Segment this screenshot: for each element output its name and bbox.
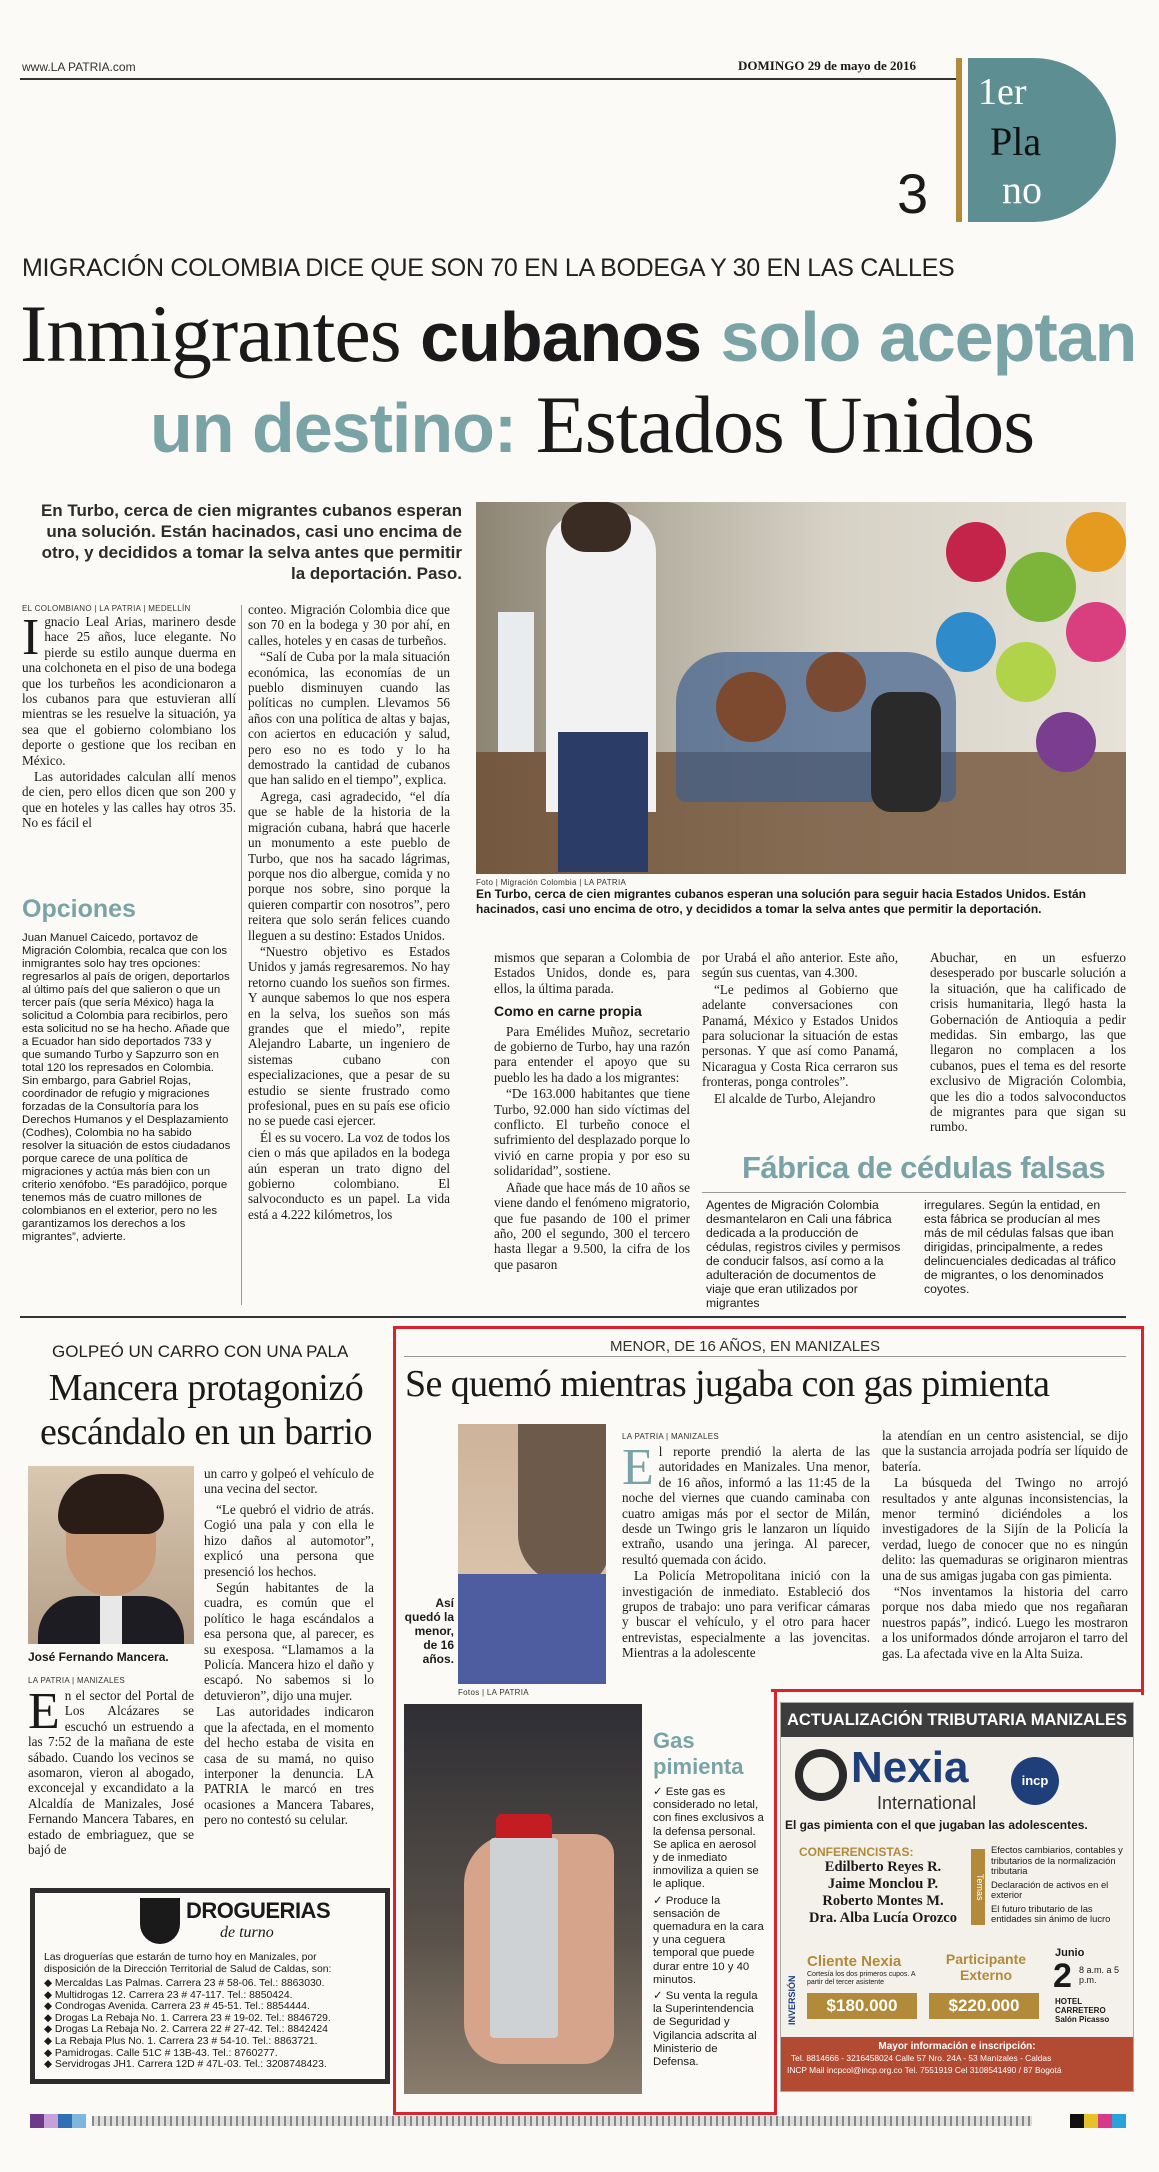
droguerias-intro: Las droguerías que estarán de turno hoy en Manizales, por disposición de la Dirección Territorial de Salud de Caldas, son:	[44, 1952, 332, 1975]
gas-kicker-rule	[404, 1356, 1126, 1357]
main-photo-caption: En Turbo, cerca de cien migrantes cubanos esperan una solución para seguir hacia Estados Unidos. Están hacinados, casi uno encima de otro, y decididos a tomar la selva antes que permitir la deportación.	[476, 887, 1086, 916]
list-item: ◆ Condrogas Avenida. Carrera 23 # 45-51. Tel.: 8854444.	[44, 2001, 310, 2013]
header-rule	[20, 78, 958, 80]
mancera-headline: Mancera protagonizó escándalo en un barrio	[40, 1367, 372, 1453]
gas-col-2: la atendían en un centro asistencial, se dijo que la sustancia arrojada podría ser líquido de batería. La búsqueda del Twingo no arrojó resultados y ante algunas inconsistencias, la menor terminó diciéndoles a los investigadores de la Sijín de la Policía la verdad, luego de conocer que no es ningún delito: las quemaduras se originaron mientras una de sus amigas jugaba con gas pimienta. “Nos inventamos la historia del carro porque nos daba miedo que nos regañaran nuestros papás”, indicó. Luego les mostraron a los uniformados dónde arrojaron el tarro del gas. La afectada vive en la Alta Suiza.	[882, 1428, 1128, 1661]
ad-price1-label: Cliente Nexia	[807, 1953, 902, 1970]
ad-price2: $220.000	[929, 1993, 1039, 2019]
gas-headline: Se quemó mientras jugaba con gas pimienta	[405, 1363, 1050, 1405]
ad-temas: Efectos cambiarios, contables y tributarios de la normalización tributaria Declaración de activos en el exterior El futuro tributario de las entidades sin ánimo de lucro	[991, 1844, 1123, 1924]
col-divider	[241, 605, 242, 1305]
issue-date: DOMINGO 29 de mayo de 2016	[738, 58, 917, 73]
list-item: ◆ Multidrogas 12. Carrera 23 # 47-117. Tel.: 8850424.	[44, 1989, 293, 2001]
nexia-logo-icon	[795, 1749, 847, 1801]
burn-photo-caption: Así quedó la menor, de 16 años.	[404, 1596, 454, 1666]
list-item: ✓ Produce la sensación de quemadura en la cara y una ceguera temporal que puede durar entre 10 y 40 minutos.	[653, 1894, 764, 1986]
gas-kicker: MENOR, DE 16 AÑOS, EN MANIZALES	[610, 1338, 881, 1355]
mancera-col-1: En el sector del Portal de Los Alcázares se escuchó un estruendo a las 7:52 de la mañana de este sábado. Cuando los vecinos se asomaron, vieron al abogado, exconcejal y excandidato a la Alcaldía de Manizales, José Fernando Mancera Tabares, en estado de embriaguez, que se bajó de	[28, 1683, 194, 1858]
section-logo: 1er Pla no	[956, 58, 1116, 222]
cedulas-title: Fábrica de cédulas falsas	[742, 1150, 1106, 1185]
mancera-byline: LA PATRIA | MANIZALES	[28, 1676, 125, 1685]
mancera-col-2: “Le quebró el vidrio de atrás. Cogió una pala y con ella le hizo daños al automotor”, explicó una persona que presenció los hechos. Según habitantes de la cuadra, es común que el político le haga escándalos a esa persona que, al parecer, es su exesposa. “Llamamos a la Policía. Mancera hizo el daño y escapó. No sabemos si lo detuvieron”, dijo una mujer. Las autoridades indicaron que la afectada, en el momento del hecho estaba de visita en casa de su mamá, no quiso interponer la denuncia. LA PATRIA le marcó en tres ocasiones a Mancera Tabares, pero no contestó su celular.	[204, 1502, 374, 1828]
ad-speakers-title: CONFERENCISTAS:	[799, 1845, 914, 1859]
ad-price1: $180.000	[807, 1993, 917, 2019]
main-photo-credit: Foto | Migración Colombia | LA PATRIA	[476, 878, 627, 887]
highlight-box-step	[771, 1689, 1141, 1692]
ad-price2-label: Participante Externo	[945, 1951, 1027, 1983]
opciones-title: Opciones	[22, 895, 136, 923]
list-item: ◆ Servidrogas JH1. Carrera 12D # 47L-03. Tel.: 3208748423.	[44, 2059, 327, 2071]
ad-brand-sub: International	[877, 1793, 977, 1813]
list-item: ◆ Drogas La Rebaja No. 2. Carrera 22 # 27-42. Tel.: 8842424	[44, 2024, 328, 2036]
burn-photo	[458, 1424, 606, 1684]
ad-date-month: Junio	[1055, 1947, 1085, 1959]
incp-logo: incp	[1011, 1757, 1059, 1805]
gas-dropcap: E	[622, 1439, 654, 1496]
ad-footer: Mayor información e inscripción: Tel. 8814666 - 3216458024 Calle 57 Nro. 24A - 53 Manizales - Caldas INCP Mail incpcol@incp.org.co Tel. 7551919 Cel 3108541490 / 87 Bogotá	[781, 2037, 1133, 2091]
list-item: ◆ Pamidrogas. Calle 51C # 13B-43. Tel.: 8760277.	[44, 2047, 278, 2059]
ad-venue: HOTEL CARRETERO Salón Picasso	[1055, 1997, 1110, 2024]
ad-brand: Nexia	[851, 1743, 969, 1792]
cedulas-col-1: Agentes de Migración Colombia desmantelaron en Cali una fábrica dedicada a la producción de cédulas, registros civiles y permisos de conducir falsos, así como a la adulteración de documentos de viaje que eran utilizados por migrantes	[706, 1198, 901, 1310]
main-lead: En Turbo, cerca de cien migrantes cubanos esperan una solución. Están hacinados, casi uno encima de otro, y decididos a tomar la selva antes que permitir la deportación. Paso.	[40, 501, 462, 583]
ad-title: ACTUALIZACIÓN TRIBUTARIA MANIZALES	[781, 1703, 1133, 1737]
color-bar	[30, 2114, 1130, 2128]
main-byline: EL COLOMBIANO | LA PATRIA | MEDELLÍN	[22, 604, 191, 613]
mancera-photo	[28, 1466, 194, 1644]
migrants-photo	[476, 502, 1126, 874]
main-kicker: MIGRACIÓN COLOMBIA DICE QUE SON 70 EN LA BODEGA Y 30 EN LAS CALLES	[22, 254, 955, 282]
main-headline: Inmigrantes cubanos solo aceptan un destino: Estados Unidos	[20, 288, 1137, 470]
mancera-side-text: un carro y golpeó el vehículo de una vecina del sector.	[204, 1466, 374, 1497]
mancera-photo-caption: José Fernando Mancera.	[28, 1650, 169, 1664]
gas-byline: LA PATRIA | MANIZALES	[622, 1432, 719, 1441]
pepper-spray-photo	[404, 1704, 642, 2094]
droguerias-logo: DROGUERIAS de turno	[140, 1896, 316, 1946]
gas-box-list	[653, 1786, 765, 2069]
list-item: ◆ Drogas La Rebaja No. 1. Carrera 23 # 19-02. Tel.: 8846729.	[44, 2012, 331, 2024]
list-item: ✓ Este gas es considerado no letal, con fines exclusivos a la defensa personal. Se aplica en aerosol y de inmediato inmoviliza a quien se le aplique.	[653, 1786, 764, 1891]
gas-box-title: Gas pimienta	[653, 1728, 744, 1779]
ad-temas-label: Temas	[971, 1849, 985, 1925]
mancera-kicker: GOLPEÓ UN CARRO CON UNA PALA	[52, 1342, 349, 1361]
section-rule	[20, 1316, 1126, 1318]
ad-photo-caption: El gas pimienta con el que jugaban las adolescentes.	[785, 1818, 1088, 1832]
gas-photo-credit: Fotos | LA PATRIA	[458, 1688, 529, 1697]
main-col-3: mismos que separan a Colombia de Estados Unidos, donde es, para ellos, la última parada. Como en carne propia Para Emélides Muñoz, secretario de gobierno de Turbo, hay una razón para entender el apoyo que su pueblo les ha dado a los migrantes: “De 163.000 habitantes que tiene Turbo, 92.000 han sido víctimas del conflicto. El turbeño conoce el sufrimiento del desplazado porque lo vivió en carne propia y por eso su solidaridad”, sostiene. Añade que hace más de 10 años se viene dando el fenómeno migratorio, que fue pasando de 100 el primer año, 200 el segundo, 300 el tercero hasta llegar a 9.500, la cifra de los que pasaron	[494, 950, 690, 1272]
main-col-5: Abuchar, en un esfuerzo desesperado por buscarle solución a la situación, que ha calificado de crisis humanitaria, llegó hasta la Gobernación de Antioquia a pedir medidas. Sin embargo, las que llegaron no complacen a los cubanos, pues el tema es del resorte exclusivo de Migración Colombia, que les dio a todos salvoconductos de migrantes para que sigan su rumbo.	[930, 950, 1126, 1135]
mancera-dropcap: E	[28, 1683, 60, 1740]
ad-price1-note: Cortesía los dos primeros cupos. A partir del tercer asistente	[807, 1971, 916, 1986]
droguerias-list	[44, 1978, 374, 2071]
list-item: ◆ Mercaldas Las Palmas. Carrera 23 # 58-06. Tel.: 8863030.	[44, 1978, 325, 1989]
list-item: ◆ La Rebaja Plus No. 1. Carrera 23 # 54-10. Tel.: 8863721.	[44, 2035, 318, 2047]
main-col-1: Ignacio Leal Arias, marinero desde hace 25 años, luce elegante. No pierde su estilo aunque duerma en una colchoneta en el piso de una bodega que los turbeños les acondicionaron a los cubanos para que estuvieran allí mientras se les resuelve la situación, ya sea que el gobierno colombiano los deporte o gestione que los reciban en México. Las autoridades calculan allí menos de cien, pero ellos dicen que son 200 y que en hoteles y las calles hay otros 35. No es fácil el	[22, 609, 236, 831]
site-url: www.LA PATRIA.com	[22, 60, 136, 74]
ad-speakers: Edilberto Reyes R. Jaime Monclou P. Roberto Montes M. Dra. Alba Lucía Orozco	[809, 1859, 957, 1926]
tax-ad	[780, 1702, 1134, 2092]
main-dropcap: I	[22, 609, 40, 666]
ad-date-day: 2	[1053, 1957, 1072, 1995]
main-col-4: por Urabá el año anterior. Este año, según sus cuentas, van 4.300. “Le pedimos al Gobierno que adelante conversaciones con Panamá, México y Estados Unidos para solucionar la situación de estas personas. Y que así como Panamá, Nicaragua y Costa Rica cerraron sus fronteras, ponga controles”. El alcalde de Turbo, Alejandro	[702, 950, 898, 1106]
gas-col-1: El reporte prendió la alerta de las autoridades en Manizales. Una menor, de 16 años, informó a las 11:45 de la noche del viernes que cuando caminaba con cuatro amigas más por el sector de Milán, desde un Twingo gris le lanzaron un líquido extraño, usando una jeringa. Al parecer, resultó quemada con ácido. La Policía Metropolitana inició con la investigación de inmediato. Estableció dos grupos de trabajo: uno para verificar cámaras y buscar el vehículo, y el otro para hacer entrevistas, especialmente a las jovencitas. Mientras a la adolescente	[622, 1439, 870, 1661]
mortar-icon	[140, 1898, 180, 1944]
main-col-2: conteo. Migración Colombia dice que son 70 en la bodega y 30 por ahí, en calles, hoteles y en casas de turbeños. “Salí de Cuba por la mala situación económica, las economías de un pueblo disminuyen cuando las políticas no cumplen. Llevamos 56 años con una política de altas y bajas, con aciertos en educación y salud, pero eso no es todo y lo ha demostrado la cantidad de cubanos que han salido en el tiempo”, explica. Agrega, casi agradecido, “el día que se hable de la historia de la migración cubana, habrá que hacerle un monumento a este pueblo de Turbo, que nos ha sacado lágrimas, porque nos dio albergue, comida y no porque nos sobre, sino porque la quieren compartir con nosotros”, pero reitera que solo serán felices cuando lleguen a su destino: Estados Unidos. “Nuestro objetivo es Estados Unidos y jamás regresaremos. No hay retorno cuando los sueños son firmes. Y aunque sabemos lo que nos espera en la selva, los sueños son más grandes que el miedo”, repite Alejandro Labarte, un ingeniero de sistemas cubano con especializaciones, que a pesar de su estudio se siente frustrado como profesional, pues en su país ese oficio no se puede casi ejercer. Él es su vocero. La voz de todos los cien o más que apilados en la bodega aún esperan un trato digno del gobierno colombiano. El salvoconducto es un papel. La vida está a 4.222 kilómetros, los	[248, 602, 450, 1222]
ad-date-time: 8 a.m. a 5 p.m.	[1079, 1965, 1120, 1985]
ad-inversion-label: INVERSIÓN	[787, 1975, 797, 2025]
cedulas-col-2: irregulares. Según la entidad, en esta fábrica se producían al mes más de mil cédulas falsas que iban dirigidas, principalmente, a redes delincuenciales dedicadas al tráfico de migrantes, o los denominados coyotes.	[924, 1198, 1116, 1296]
list-item: ✓ Su venta la regula la Superintendencia de Seguridad y Vigilancia adscrita al Ministerio de Defensa.	[653, 1990, 758, 2069]
cedulas-rule	[702, 1192, 1126, 1193]
page-number: 3	[897, 162, 929, 225]
opciones-text: Juan Manuel Caicedo, portavoz de Migración Colombia, recalca que con los inmigrantes solo hay tres opciones: regresarlos al país de origen, deportarlos al último país del que salieron o que un tercer país (que sería México) haga la solicitud a Colombia para recibirlos, pero esta solicitud no se ha hecho. Añade que a Ecuador han sido deportados 733 y que sumando Turbo y Sapzurro son en total 120 los represados en Colombia. Sin embargo, para Gabriel Rojas, coordinador de refugio y migraciones forzadas de la Consultoría para los Derechos Humanos y el Desplazamiento (Codhes), Colombia no ha sabido resolver la situación de estos ciudadanos porque carece de una política de migraciones y actúa más bien con un criterio xenófobo. “Es paradójico, porque tenemos más de cuatro millones de colombianos en el exterior, pero no les garantizamos los derechos a los migrantes”, advierte.	[22, 932, 231, 1243]
